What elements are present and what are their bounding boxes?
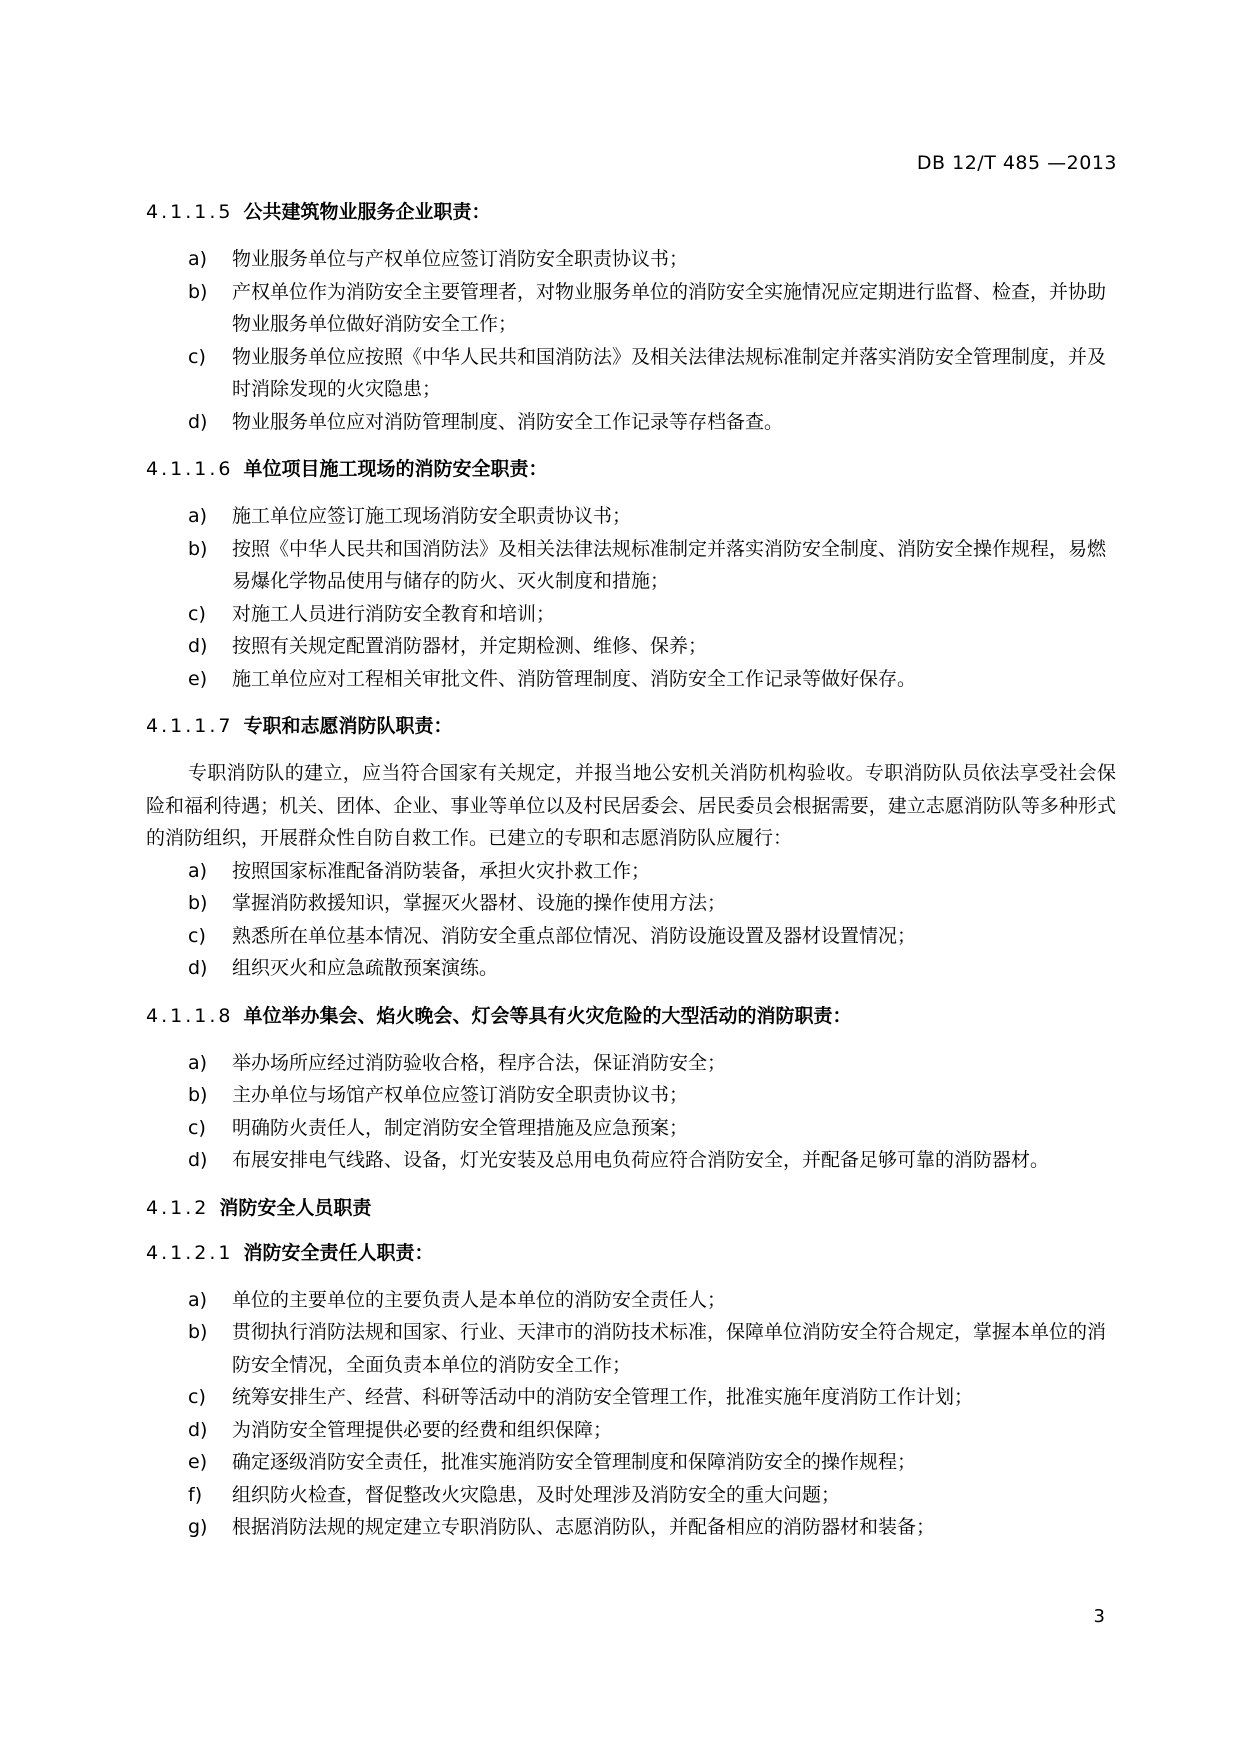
item-text: 贯彻执行消防法规和国家、行业、天津市的消防技术标准，保障单位消防安全符合规定，掌握本单位的消防安全情况，全面负责本单位的消防安全工作； <box>232 1321 1107 1376</box>
list-item <box>146 500 1116 533</box>
clause-heading-4-1-1-5 <box>146 198 1116 226</box>
clause-paragraph: 专职消防队的建立，应当符合国家有关规定，并报当地公安机关消防机构验收。专职消防队员依法享受社会保险和福利待遇；机关、团体、企业、事业等单位以及村民居委会、居民委员会根据需要，建立志愿消防队等多种形式的消防组织，开展群众性自防自救工作。已建立的专职和志愿消防队应履行： <box>146 762 1116 849</box>
list-item <box>146 630 1116 663</box>
list-item <box>146 1414 1116 1447</box>
clause-heading-4-1-1-6 <box>146 455 1116 483</box>
list-item <box>146 598 1116 631</box>
item-label: a) <box>188 1051 208 1074</box>
list-item <box>146 1284 1116 1317</box>
item-text: 施工单位应对工程相关审批文件、消防管理制度、消防安全工作记录等做好保存。 <box>232 667 917 690</box>
item-label: c) <box>188 345 206 368</box>
list-item <box>146 1144 1116 1177</box>
list-item <box>146 1047 1116 1080</box>
list-item <box>146 663 1116 696</box>
clause-list-4-1-1-8 <box>146 1047 1116 1177</box>
item-text: 举办场所应经过消防验收合格，程序合法，保证消防安全； <box>232 1051 727 1074</box>
item-text: 掌握消防救援知识，掌握灭火器材、设施的操作使用方法； <box>232 892 727 914</box>
clause-number: 4.1.2 <box>146 1196 210 1219</box>
item-text: 对施工人员进行消防安全教育和培训； <box>232 602 556 625</box>
clause-number: 4.1.1.5 <box>146 201 234 223</box>
list-item <box>146 1479 1116 1512</box>
item-label: b) <box>188 1084 208 1106</box>
clause-title: 消防安全人员职责 <box>219 1196 372 1219</box>
clause-list-4-1-2-1 <box>146 1284 1116 1544</box>
item-text: 按照国家标准配备消防装备，承担火灾扑救工作； <box>232 859 651 882</box>
clause-number: 4.1.1.7 <box>146 715 234 737</box>
item-label: a) <box>188 505 208 527</box>
item-text: 按照《中华人民共和国消防法》及相关法律法规标准制定并落实消防安全制度、消防安全操作规程，易燃易爆化学物品使用与储存的防火、灭火制度和措施； <box>232 537 1107 592</box>
clause-heading-4-1-1-8 <box>146 1002 1116 1030</box>
item-label: a) <box>188 859 208 882</box>
item-label: f) <box>188 1483 203 1506</box>
item-text: 明确防火责任人，制定消防安全管理措施及应急预案； <box>232 1116 689 1139</box>
list-item <box>146 341 1116 406</box>
item-text: 统筹安排生产、经营、科研等活动中的消防安全管理工作，批准实施年度消防工作计划； <box>232 1386 974 1408</box>
item-text: 为消防安全管理提供必要的经费和组织保障； <box>232 1418 613 1441</box>
item-label: d) <box>188 957 208 979</box>
list-item <box>146 276 1116 341</box>
list-item <box>146 243 1116 276</box>
list-item <box>146 1511 1116 1544</box>
list-item <box>146 406 1116 439</box>
clause-number: 4.1.2.1 <box>146 1241 234 1264</box>
item-label: c) <box>188 924 206 947</box>
clause-heading-4-1-1-7 <box>146 712 1116 740</box>
list-item <box>146 1112 1116 1145</box>
clause-heading-4-1-2-1 <box>146 1239 1116 1267</box>
clause-list-4-1-1-7 <box>146 855 1116 985</box>
clause-title: 公共建筑物业服务企业职责： <box>243 201 491 223</box>
item-text: 组织防火检查，督促整改火灾隐患，及时处理涉及消防安全的重大问题； <box>232 1483 841 1506</box>
clause-title: 单位举办集会、焰火晚会、灯会等具有火灾危险的大型活动的消防职责： <box>243 1004 852 1027</box>
item-label: e) <box>188 667 208 690</box>
item-text: 产权单位作为消防安全主要管理者，对物业服务单位的消防安全实施情况应定期进行监督、检查，并协助物业服务单位做好消防安全工作； <box>232 280 1107 335</box>
list-item <box>146 920 1116 953</box>
clause-number: 4.1.1.8 <box>146 1004 234 1027</box>
item-label: b) <box>188 537 208 560</box>
item-text: 主办单位与场馆产权单位应签订消防安全职责协议书； <box>232 1084 689 1106</box>
item-text: 物业服务单位应按照《中华人民共和国消防法》及相关法律法规标准制定并落实消防安全管理制度，并及时消除发现的火灾隐患； <box>232 345 1107 400</box>
clause-list-4-1-1-6 <box>146 500 1116 695</box>
item-text: 熟悉所在单位基本情况、消防安全重点部位情况、消防设施设置及器材设置情况； <box>232 924 917 947</box>
item-label: d) <box>188 1418 208 1441</box>
item-label: b) <box>188 1321 208 1343</box>
clause-list-4-1-1-5 <box>146 243 1116 438</box>
item-label: a) <box>188 248 208 270</box>
item-text: 布展安排电气线路、设备，灯光安装及总用电负荷应符合消防安全，并配备足够可靠的消防器材。 <box>232 1149 1050 1171</box>
item-label: d) <box>188 635 208 657</box>
document-body <box>146 198 1116 1561</box>
item-text: 物业服务单位应对消防管理制度、消防安全工作记录等存档备查。 <box>232 410 784 433</box>
clause-title: 消防安全责任人职责： <box>243 1241 434 1264</box>
item-text: 物业服务单位与产权单位应签订消防安全职责协议书； <box>232 248 689 270</box>
clause-heading-4-1-2 <box>146 1194 1116 1222</box>
item-label: g) <box>188 1516 208 1538</box>
item-label: e) <box>188 1451 208 1473</box>
item-label: b) <box>188 280 208 303</box>
item-text: 施工单位应签订施工现场消防安全职责协议书； <box>232 505 632 527</box>
list-item <box>146 1079 1116 1112</box>
item-text: 确定逐级消防安全责任，批准实施消防安全管理制度和保障消防安全的操作规程； <box>232 1451 917 1473</box>
clause-number: 4.1.1.6 <box>146 458 234 480</box>
item-text: 组织灭火和应急疏散预案演练。 <box>232 957 499 979</box>
list-item <box>146 533 1116 598</box>
document-code: DB 12/T 485 —2013 <box>916 152 1117 174</box>
item-text: 按照有关规定配置消防器材，并定期检测、维修、保养； <box>232 635 708 657</box>
list-item <box>146 855 1116 888</box>
item-label: b) <box>188 892 208 914</box>
page-number: 3 <box>1093 1606 1105 1627</box>
item-label: c) <box>188 1116 206 1139</box>
list-item <box>146 1381 1116 1414</box>
item-text: 根据消防法规的规定建立专职消防队、志愿消防队，并配备相应的消防器材和装备； <box>232 1516 936 1538</box>
item-label: d) <box>188 410 208 433</box>
list-item <box>146 1316 1116 1381</box>
item-label: a) <box>188 1288 208 1311</box>
item-label: d) <box>188 1149 208 1171</box>
item-label: c) <box>188 1386 206 1408</box>
item-label: c) <box>188 602 206 625</box>
clause-title: 单位项目施工现场的消防安全职责： <box>243 458 548 480</box>
clause-title: 专职和志愿消防队职责： <box>243 715 453 737</box>
list-item <box>146 952 1116 985</box>
list-item <box>146 1446 1116 1479</box>
item-text: 单位的主要单位的主要负责人是本单位的消防安全责任人； <box>232 1288 727 1311</box>
list-item <box>146 887 1116 920</box>
